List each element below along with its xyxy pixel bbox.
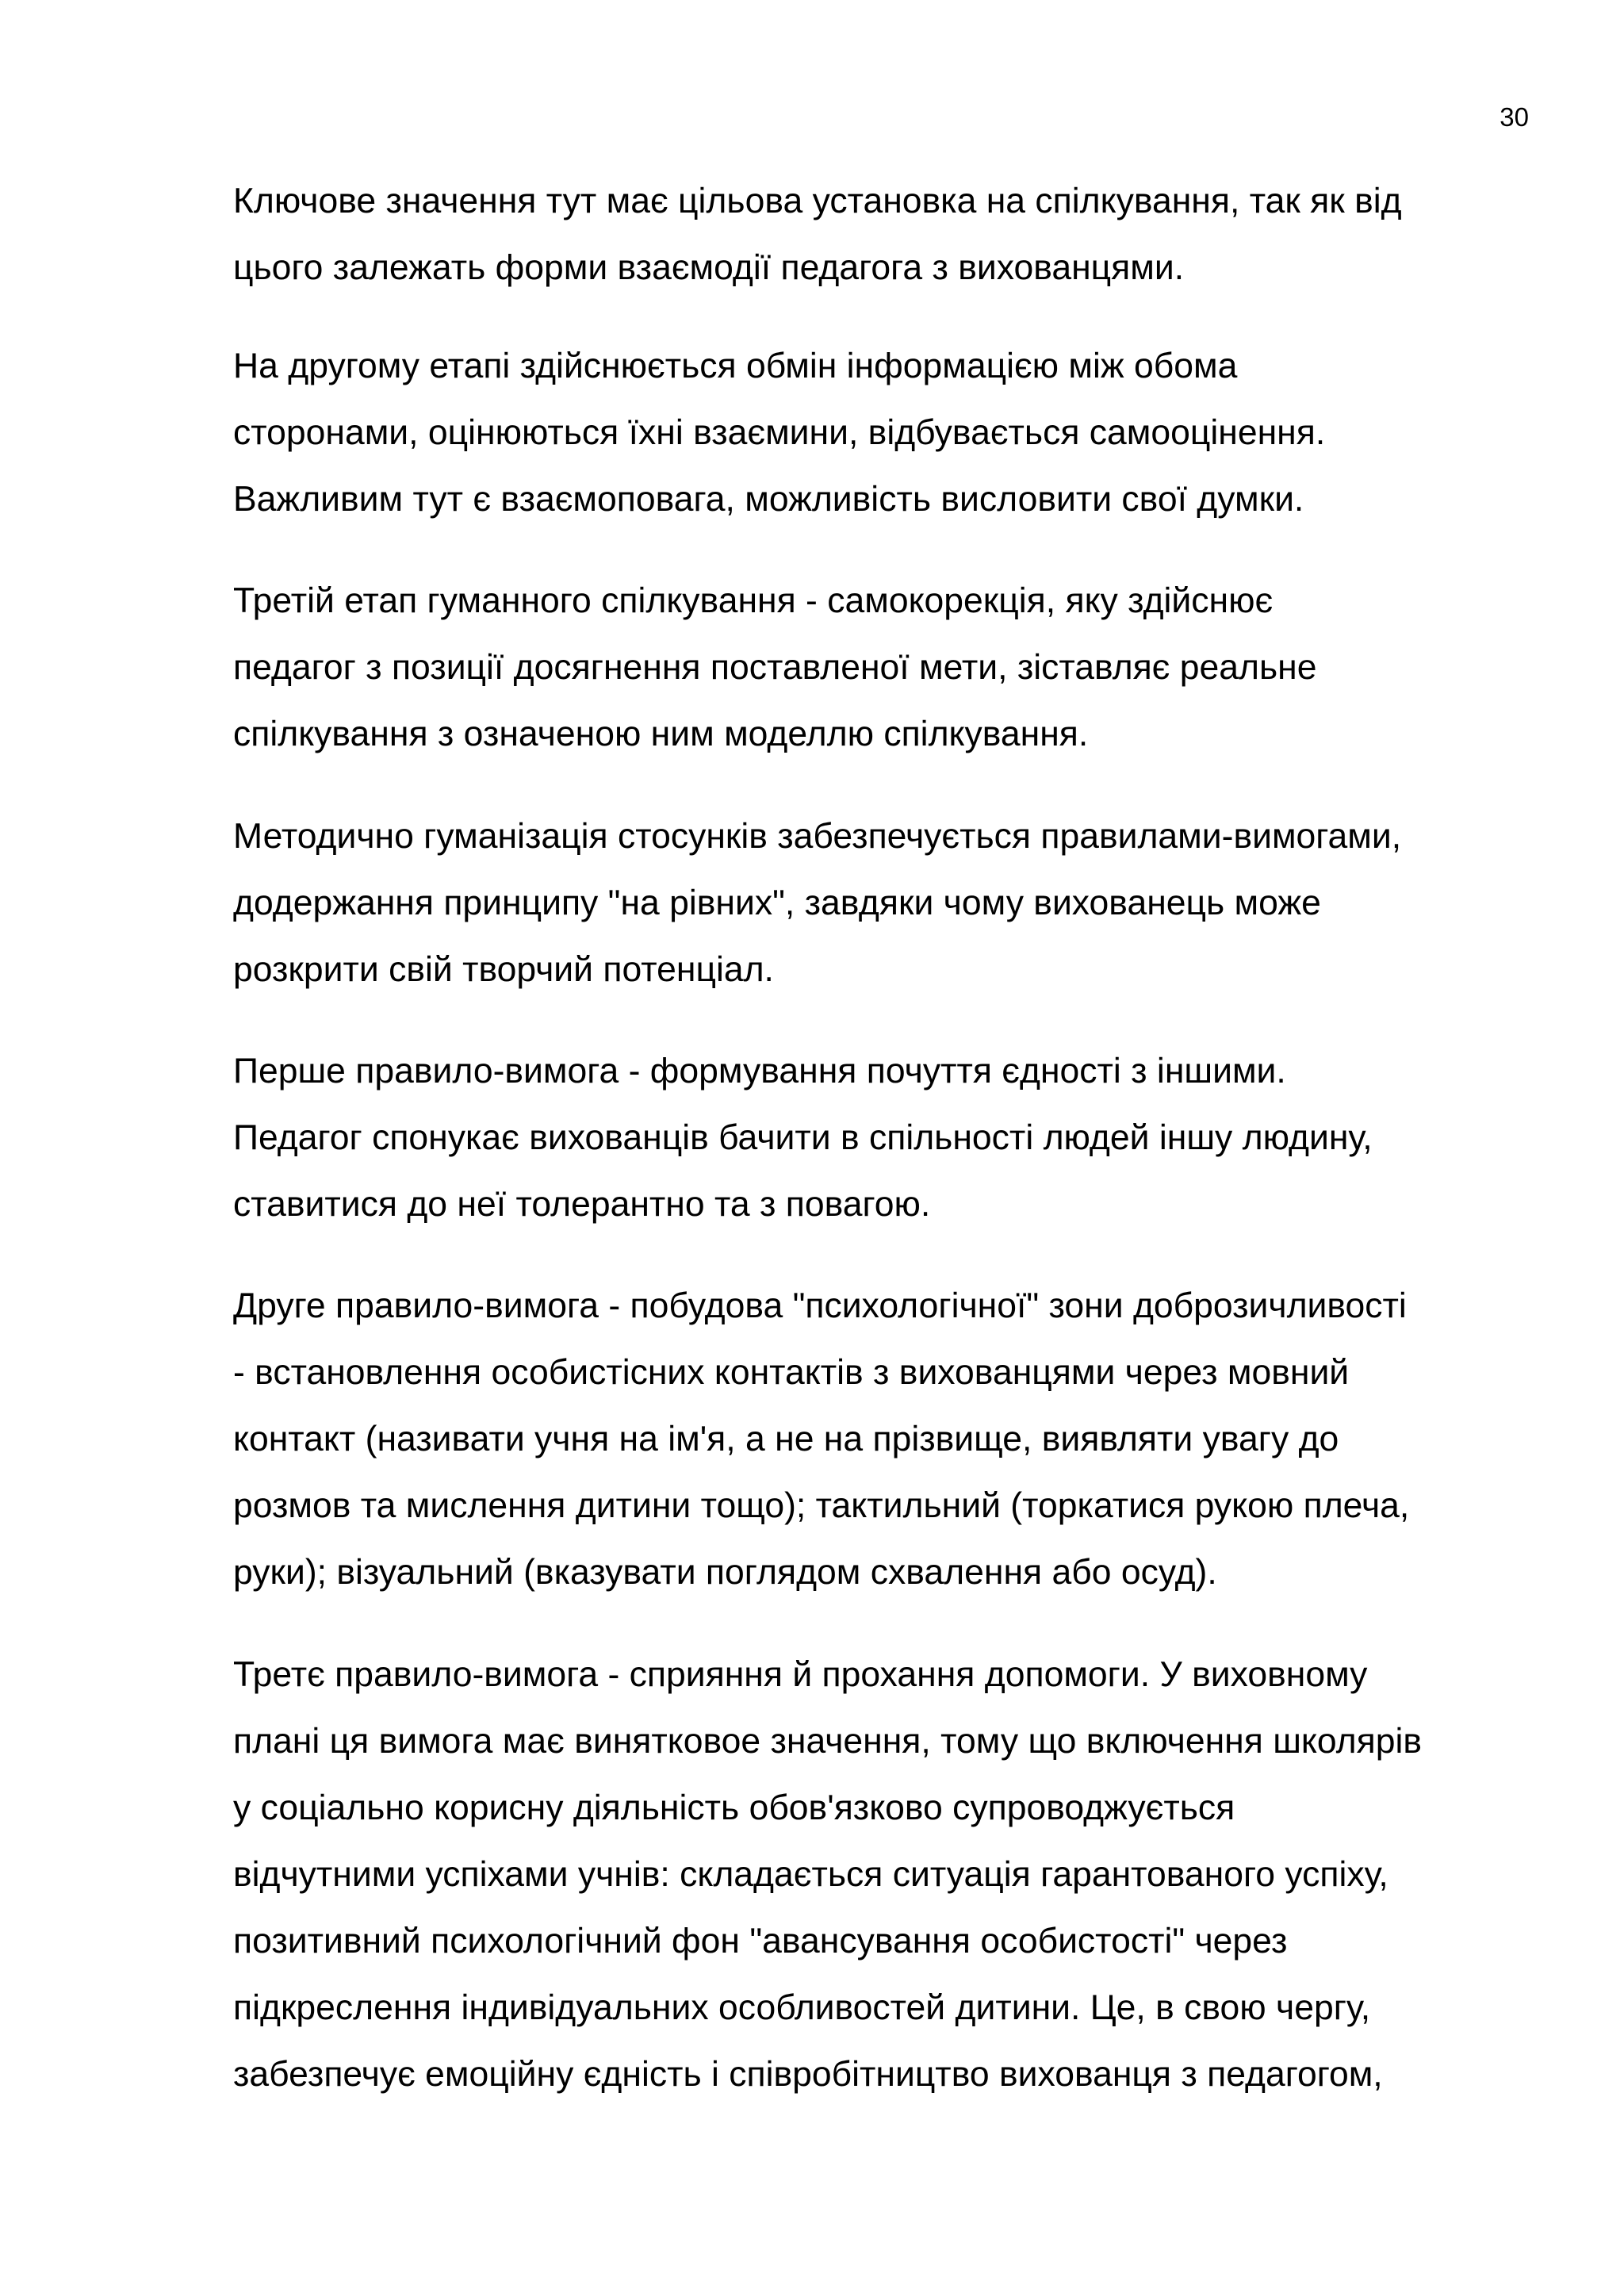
- text-line: Перше правило-вимога - формування почуття єдності з іншими.: [233, 1052, 1286, 1091]
- text-line: Друге правило-вимога - побудова "психологічної" зони доброзичливості: [233, 1286, 1407, 1325]
- text-line: ставитися до неї толерантно та з повагою.: [233, 1185, 931, 1224]
- text-line: Третє правило-вимога - сприяння й прохання допомоги. У виховному: [233, 1655, 1368, 1694]
- text-line: відчутними успіхами учнів: складається ситуація гарантованого успіху,: [233, 1855, 1388, 1894]
- text-line: цього залежать форми взаємодії педагога з вихованцями.: [233, 248, 1185, 287]
- text-line: додержання принципу "на рівних", завдяки чому вихованець може: [233, 884, 1321, 922]
- text-line: Важливим тут є взаємоповага, можливість висловити свої думки.: [233, 480, 1304, 519]
- paragraph-3: [233, 568, 1526, 768]
- text-line: у соціально корисну діяльність обов'язково супроводжується: [233, 1788, 1235, 1827]
- paragraph-4: [233, 803, 1526, 1003]
- text-line: позитивний психологічний фон "авансування особистості" через: [233, 1922, 1288, 1961]
- paragraph-2: [233, 333, 1526, 533]
- text-line: розмов та мислення дитини тощо); тактильний (торкатися рукою плеча,: [233, 1486, 1410, 1525]
- text-line: розкрити свій творчий потенціал.: [233, 950, 774, 989]
- page-number: 30: [1500, 102, 1529, 132]
- text-line: підкреслення індивідуальних особливостей дитини. Це, в свою чергу,: [233, 1988, 1371, 2027]
- document-body: [233, 168, 1526, 2108]
- paragraph-1: [233, 168, 1526, 301]
- text-line: Педагог спонукає вихованців бачити в спільності людей іншу людину,: [233, 1118, 1373, 1157]
- text-line: педагог з позиції досягнення поставленої мети, зіставляє реальне: [233, 648, 1317, 687]
- text-line: Третій етап гуманного спілкування - самокорекція, яку здійснює: [233, 581, 1274, 620]
- text-line: плані ця вимога має винятковое значення, тому що включення школярів: [233, 1722, 1422, 1761]
- paragraph-5: [233, 1038, 1526, 1238]
- text-line: Методично гуманізація стосунків забезпечується правилами-вимогами,: [233, 817, 1402, 856]
- text-line: Ключове значення тут має цільова установка на спілкування, так як від: [233, 182, 1402, 220]
- paragraph-6: [233, 1273, 1526, 1606]
- text-line: забезпечує емоційну єдність і співробітництво вихованця з педагогом,: [233, 2055, 1383, 2094]
- text-line: спілкування з означеною ним моделлю спілкування.: [233, 715, 1089, 753]
- text-line: руки); візуальний (вказувати поглядом схвалення або осуд).: [233, 1553, 1217, 1592]
- paragraph-7: [233, 1642, 1526, 2108]
- text-line: - встановлення особистісних контактів з вихованцями через мовний: [233, 1353, 1350, 1392]
- text-line: сторонами, оцінюються їхні взаємини, відбувається самооцінення.: [233, 413, 1326, 452]
- text-line: контакт (називати учня на ім'я, а не на прізвище, виявляти увагу до: [233, 1420, 1339, 1458]
- text-line: На другому етапі здійснюється обмін інформацією між обома: [233, 347, 1238, 385]
